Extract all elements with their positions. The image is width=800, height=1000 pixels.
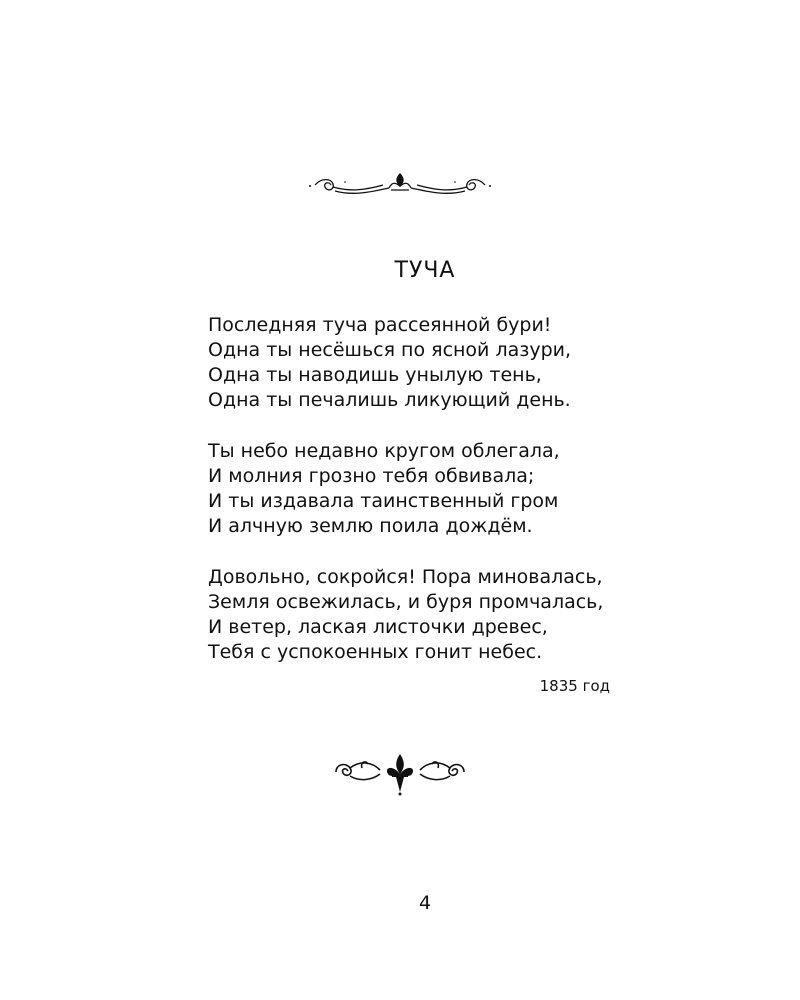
poem-line: Последняя туча рассеянной бури! xyxy=(208,314,552,336)
stanza xyxy=(208,565,668,665)
poem-line: Ты небо недавно кругом облегала, xyxy=(208,440,560,462)
page-number: 4 xyxy=(418,892,432,914)
poem-line: Земля освежилась, и буря промчалась, xyxy=(208,591,604,613)
poem-body xyxy=(208,313,668,691)
fleur-de-lis-ornament-icon xyxy=(330,750,470,796)
poem-date: 1835 год xyxy=(539,677,610,695)
poem-title: ТУЧА xyxy=(394,258,456,283)
flourish-ornament-icon xyxy=(305,168,495,198)
poem-line: Одна ты наводишь унылую тень, xyxy=(208,364,542,386)
stanza xyxy=(208,313,668,413)
stanza xyxy=(208,439,668,539)
poem-line: И молния грозно тебя обвивала; xyxy=(208,465,535,487)
poem-line: Одна ты несёшься по ясной лазури, xyxy=(208,339,572,361)
poem-line: И ветер, лаская листочки древес, xyxy=(208,616,548,638)
poem-line: И ты издавала таинственный гром xyxy=(208,490,559,512)
poem-line: Довольно, сокройся! Пора миновалась, xyxy=(208,566,603,588)
poem-line: И алчную землю поила дождём. xyxy=(208,515,533,537)
poem-line: Тебя с успокоенных гонит небес. xyxy=(208,641,543,663)
poem-line: Одна ты печалишь ликующий день. xyxy=(208,389,571,411)
